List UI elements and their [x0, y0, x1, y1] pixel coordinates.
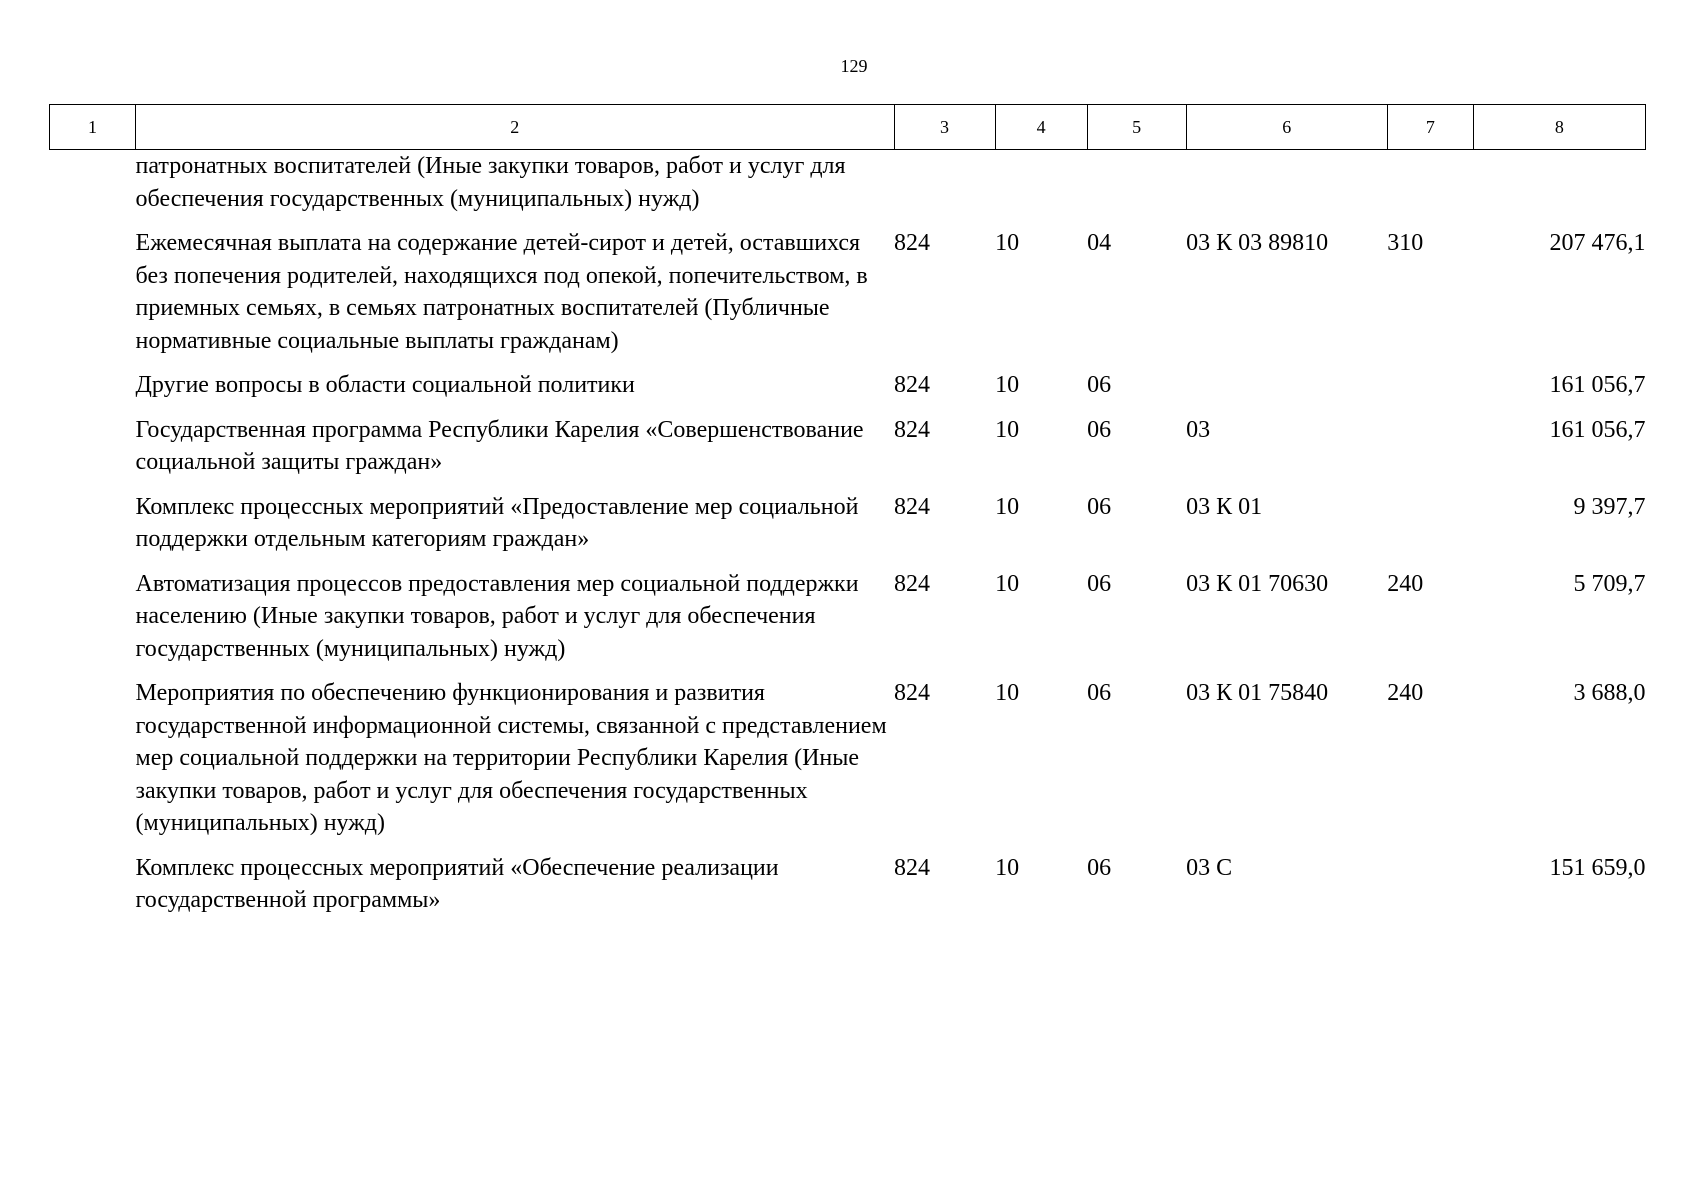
column-header-7: 7 — [1387, 105, 1473, 150]
amount: 161 056,7 — [1549, 372, 1646, 398]
subsection-code: 06 — [1087, 680, 1112, 706]
table-row — [50, 491, 1646, 568]
column-header-3: 3 — [894, 105, 995, 150]
amount: 3 688,0 — [1573, 680, 1646, 706]
table-row — [50, 677, 1646, 852]
admin-code: 824 — [894, 416, 931, 443]
target-article-code — [1186, 150, 1387, 228]
subsection-code: 06 — [1087, 570, 1112, 597]
amount: 9 397,7 — [1573, 493, 1646, 520]
row-index-cell — [50, 852, 136, 929]
page-number: 129 — [840, 56, 868, 76]
target-article-code: 03 К 01 — [1186, 493, 1263, 520]
target-article-code: 03 — [1186, 416, 1211, 443]
admin-code: 824 — [894, 493, 931, 520]
row-description: Государственная программа Республики Карелия «Совершенствование социальной защиты граждан» — [135, 416, 864, 475]
admin-code: 824 — [894, 372, 931, 398]
target-article-code: 03 К 01 70630 — [1186, 570, 1329, 597]
expense-type-code — [1387, 369, 1473, 414]
expense-type-code — [1387, 414, 1473, 491]
table-row — [50, 414, 1646, 491]
amount — [1473, 150, 1645, 228]
target-article-code — [1186, 369, 1387, 414]
column-header-5: 5 — [1087, 105, 1186, 150]
amount: 161 056,7 — [1549, 416, 1646, 443]
column-header-1: 1 — [50, 105, 136, 150]
subsection-code: 06 — [1087, 493, 1112, 520]
admin-code: 824 — [894, 230, 931, 256]
column-header-2: 2 — [136, 105, 894, 150]
subsection-code: 04 — [1087, 230, 1112, 256]
amount: 5 709,7 — [1573, 570, 1646, 597]
expense-type-code: 240 — [1387, 680, 1424, 706]
table-row — [50, 369, 1646, 414]
target-article-code: 03 С — [1186, 854, 1233, 881]
target-article-code: 03 К 01 75840 — [1186, 680, 1329, 706]
expense-type-code: 240 — [1387, 570, 1424, 597]
section-code: 10 — [995, 680, 1020, 706]
subsection-code: 06 — [1087, 372, 1112, 398]
table-row — [50, 568, 1646, 678]
column-header-8: 8 — [1473, 105, 1645, 150]
expense-type-code — [1387, 491, 1473, 568]
admin-code: 824 — [894, 570, 931, 597]
subsection-code: 06 — [1087, 416, 1112, 443]
row-description: Другие вопросы в области социальной политики — [135, 372, 635, 398]
section-code: 10 — [995, 372, 1020, 398]
row-index-cell — [50, 568, 136, 678]
row-index-cell — [50, 677, 136, 852]
section-code — [995, 150, 1087, 228]
column-header-6: 6 — [1186, 105, 1387, 150]
row-description: Ежемесячная выплата на содержание детей-сирот и детей, оставшихся без попечения родителей, находящихся под опекой, попечительством, в приемных семьях, в семьях патронатных воспитателей (Публичные нормативные социальные выплаты гражданам) — [135, 230, 868, 354]
column-number-header-row — [50, 105, 1646, 150]
section-code: 10 — [995, 854, 1020, 881]
column-header-4: 4 — [995, 105, 1087, 150]
row-index-cell — [50, 227, 136, 369]
row-description: Комплекс процессных мероприятий «Обеспечение реализации государственной программы» — [135, 854, 779, 913]
admin-code: 824 — [894, 854, 931, 881]
subsection-code — [1087, 150, 1186, 228]
section-code: 10 — [995, 570, 1020, 597]
subsection-code: 06 — [1087, 854, 1112, 881]
table-row — [50, 227, 1646, 369]
amount: 207 476,1 — [1549, 230, 1646, 256]
section-code: 10 — [995, 493, 1020, 520]
row-index-cell — [50, 491, 136, 568]
table-row — [50, 852, 1646, 929]
expense-type-code — [1387, 852, 1473, 929]
row-index-cell — [50, 369, 136, 414]
budget-table — [49, 104, 1646, 929]
expense-type-code — [1387, 150, 1473, 228]
row-index-cell — [50, 414, 136, 491]
row-index-cell — [50, 150, 136, 228]
row-description: патронатных воспитателей (Иные закупки товаров, работ и услуг для обеспечения государственных (муниципальных) нужд) — [135, 153, 846, 212]
section-code: 10 — [995, 416, 1020, 443]
expense-type-code: 310 — [1387, 230, 1424, 256]
row-description: Мероприятия по обеспечению функционирования и развития государственной информационной системы, связанной с представлением мер социальной поддержки на территории Республики Карелия (Иные закупки товаров, работ и услуг для обеспечения государственных (муниципальных) нужд) — [135, 680, 887, 836]
admin-code: 824 — [894, 680, 931, 706]
admin-code — [894, 150, 995, 228]
amount: 151 659,0 — [1549, 854, 1646, 881]
row-description: Комплекс процессных мероприятий «Предоставление мер социальной поддержки отдельным категориям граждан» — [135, 493, 859, 552]
section-code: 10 — [995, 230, 1020, 256]
table-row — [50, 150, 1646, 228]
target-article-code: 03 К 03 89810 — [1186, 230, 1329, 256]
row-description: Автоматизация процессов предоставления мер социальной поддержки населению (Иные закупки товаров, работ и услуг для обеспечения государственных (муниципальных) нужд) — [135, 570, 859, 662]
